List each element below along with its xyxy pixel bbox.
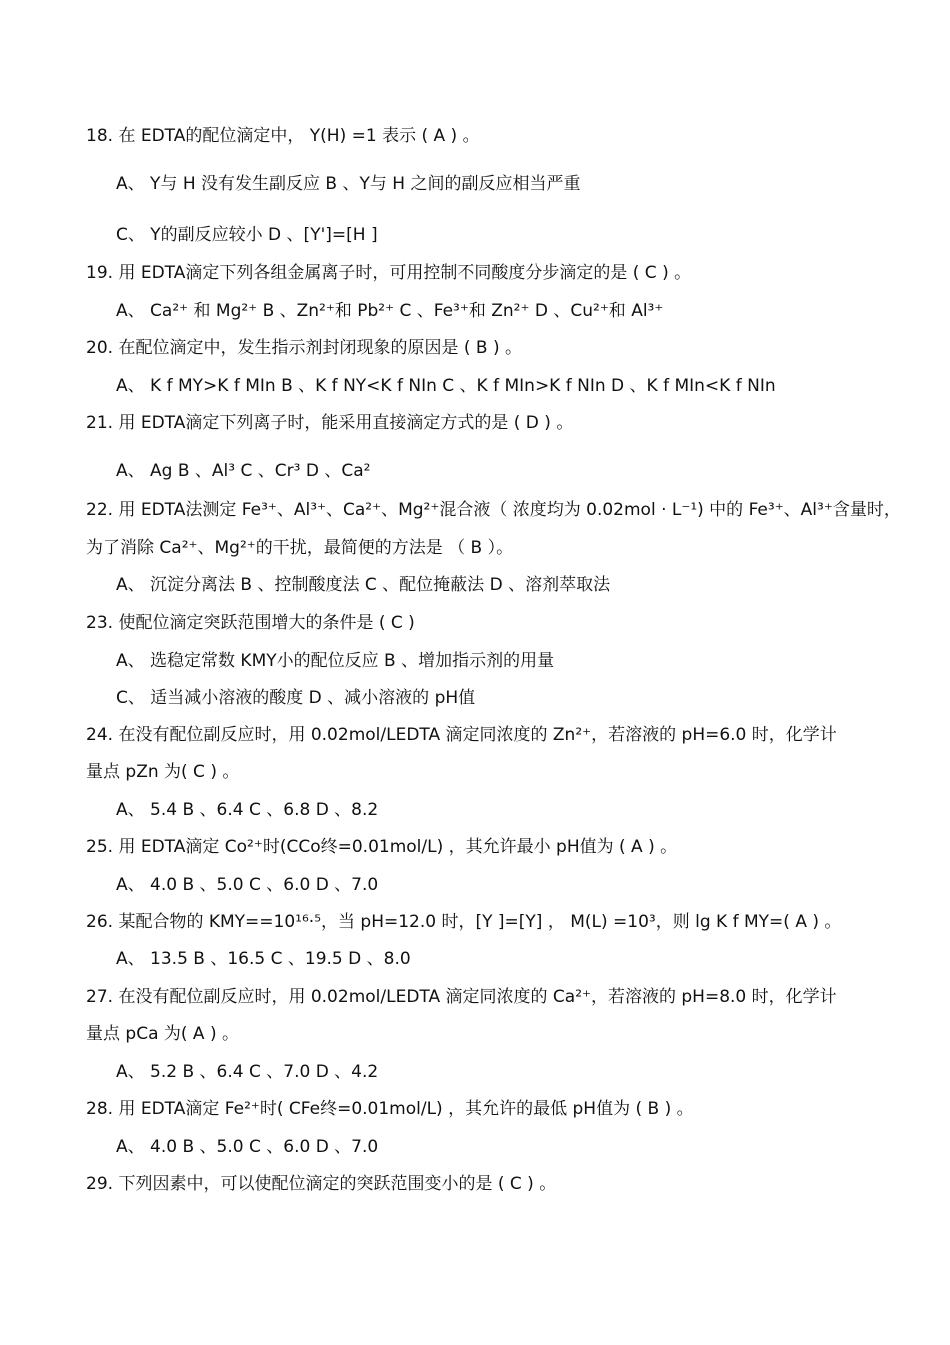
question-23-options-ab: A、 选稳定常数 KMY小的配位反应 B 、增加指示剂的用量 bbox=[116, 651, 555, 671]
question-25: 25. 用 EDTA滴定 Co²⁺时(CCo终=0.01mol/L) ，其允许最小 pH值为 ( A ) 。 bbox=[86, 837, 678, 857]
question-28: 28. 用 EDTA滴定 Fe²⁺时( CFe终=0.01mol/L) ，其允许的最低 pH值为 ( B ) 。 bbox=[86, 1099, 694, 1119]
question-18-options-cd: C、 Y的副反应较小 D 、[Y']=[H ] bbox=[116, 225, 378, 245]
question-24: 24. 在没有配位副反应时，用 0.02mol/LEDTA 滴定同浓度的 Zn²⁺，若溶液的 pH=6.0 时，化学计 bbox=[86, 725, 837, 745]
question-20-options: A、 K f MY>K f MIn B 、K f NY<K f NIn C 、K f MIn>K f NIn D 、K f MIn<K f NIn bbox=[116, 376, 776, 396]
question-23: 23. 使配位滴定突跃范围增大的条件是 ( C ) bbox=[86, 613, 415, 633]
question-23-options-cd: C、 适当减小溶液的酸度 D 、减小溶液的 pH值 bbox=[116, 688, 476, 708]
question-25-options: A、 4.0 B 、5.0 C 、6.0 D 、7.0 bbox=[116, 875, 379, 895]
question-27: 27. 在没有配位副反应时，用 0.02mol/LEDTA 滴定同浓度的 Ca²⁺，若溶液的 pH=8.0 时，化学计 bbox=[86, 987, 837, 1007]
question-18-options-ab: A、 Y与 H 没有发生副反应 B 、Y与 H 之间的副反应相当严重 bbox=[116, 174, 581, 194]
question-29: 29. 下列因素中，可以使配位滴定的突跃范围变小的是 ( C ) 。 bbox=[86, 1174, 557, 1194]
question-27-options: A、 5.2 B 、6.4 C 、7.0 D 、4.2 bbox=[116, 1062, 379, 1082]
question-28-options: A、 4.0 B 、5.0 C 、6.0 D 、7.0 bbox=[116, 1137, 379, 1157]
question-18: 18. 在 EDTA的配位滴定中， Y(H) =1 表示 ( A ) 。 bbox=[86, 126, 480, 146]
question-21-options: A、 Ag B 、Al³ C 、Cr³ D 、Ca² bbox=[116, 461, 371, 481]
question-24-continued: 量点 pZn 为( C ) 。 bbox=[86, 762, 240, 782]
question-26-options: A、 13.5 B 、16.5 C 、19.5 D 、8.0 bbox=[116, 949, 411, 969]
question-21: 21. 用 EDTA滴定下列离子时，能采用直接滴定方式的是 ( D ) 。 bbox=[86, 413, 574, 433]
question-19: 19. 用 EDTA滴定下列各组金属离子时，可用控制不同酸度分步滴定的是 ( C ) 。 bbox=[86, 263, 692, 283]
question-19-options: A、 Ca²⁺ 和 Mg²⁺ B 、Zn²⁺和 Pb²⁺ C 、Fe³⁺和 Zn²⁺ D 、Cu²⁺和 Al³⁺ bbox=[116, 301, 664, 321]
question-24-options: A、 5.4 B 、6.4 C 、6.8 D 、8.2 bbox=[116, 800, 379, 820]
question-27-continued: 量点 pCa 为( A ) 。 bbox=[86, 1024, 239, 1044]
question-22-continued: 为了消除 Ca²⁺、Mg²⁺的干扰，最简便的方法是 （ B ）。 bbox=[86, 538, 514, 558]
question-22: 22. 用 EDTA法测定 Fe³⁺、Al³⁺、Ca²⁺、Mg²⁺混合液（ 浓度均为 0.02mol · L⁻¹) 中的 Fe³⁺、Al³⁺含量时， bbox=[86, 500, 901, 520]
question-22-options: A、 沉淀分离法 B 、控制酸度法 C 、配位掩蔽法 D 、溶剂萃取法 bbox=[116, 575, 611, 595]
question-20: 20. 在配位滴定中，发生指示剂封闭现象的原因是 ( B ) 。 bbox=[86, 338, 522, 358]
question-26: 26. 某配合物的 KMY==10¹⁶·⁵，当 pH=12.0 时，[Y ]=[Y] ， M(L) =10³，则 lg K f MY=( A ) 。 bbox=[86, 912, 842, 932]
